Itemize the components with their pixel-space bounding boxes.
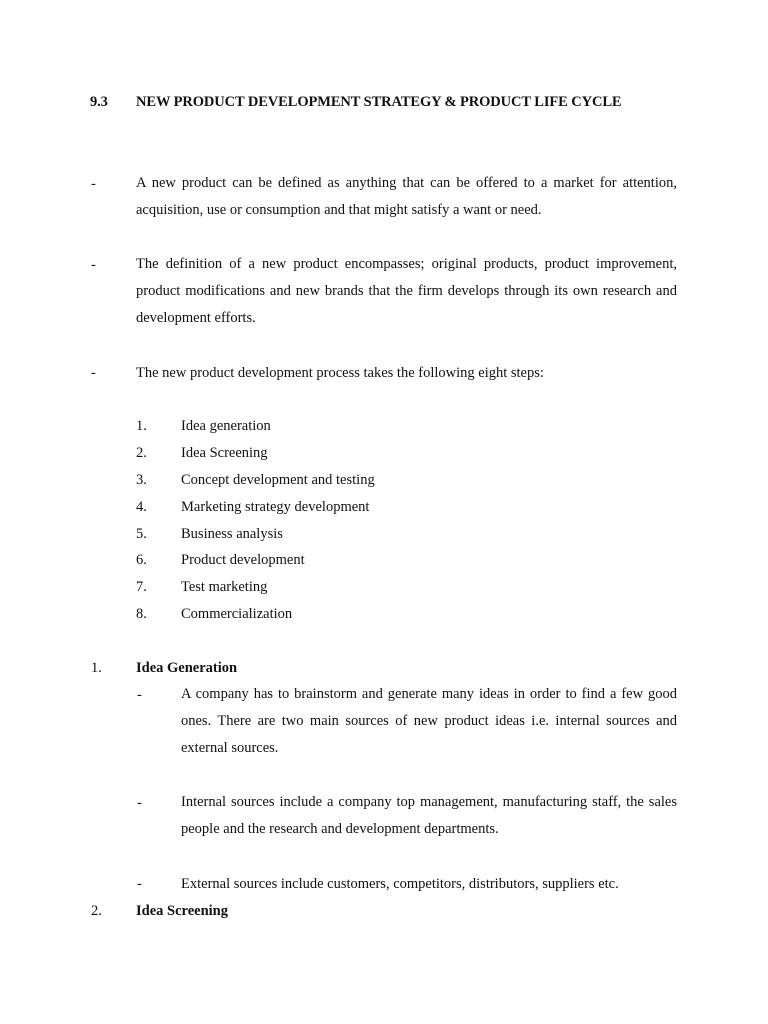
section-title: NEW PRODUCT DEVELOPMENT STRATEGY & PRODUCT LIFE CYCLE — [136, 94, 622, 110]
step-number: 5. — [136, 526, 147, 542]
subsection-number: 2. — [91, 903, 102, 919]
bullet-marker: - — [91, 365, 96, 381]
bullet-paragraph: The new product development process takes the following eight steps: — [136, 365, 544, 381]
point-paragraph: A company has to brainstorm and generate many ideas in order to find a few good ones. There are two main sources of new product ideas i.e. internal sources and external sources. — [181, 686, 677, 756]
step-label: Idea Screening — [181, 445, 268, 461]
point-paragraph: External sources include customers, competitors, distributors, suppliers etc. — [181, 876, 619, 892]
step-label: Product development — [181, 552, 305, 568]
step-number: 7. — [136, 579, 147, 595]
step-label: Concept development and testing — [181, 472, 375, 488]
step-label: Idea generation — [181, 418, 271, 434]
subsection-title: Idea Screening — [136, 903, 228, 919]
subsection-title: Idea Generation — [136, 660, 238, 676]
point-marker: - — [137, 687, 142, 703]
point-marker: - — [137, 795, 142, 811]
step-label: Business analysis — [181, 526, 283, 542]
bullet-paragraph: A new product can be defined as anything that can be offered to a market for attention, acquisition, use or consumption and that might satisfy a want or need. — [136, 175, 677, 218]
section-number: 9.3 — [90, 94, 108, 110]
bullet-marker: - — [91, 176, 96, 192]
point-marker: - — [137, 876, 142, 892]
step-number: 6. — [136, 552, 147, 568]
point-paragraph: Internal sources include a company top management, manufacturing staff, the sales people and the research and development departments. — [181, 794, 677, 837]
step-label: Test marketing — [181, 579, 268, 595]
step-number: 3. — [136, 472, 147, 488]
step-label: Marketing strategy development — [181, 499, 370, 515]
bullet-marker: - — [91, 257, 96, 273]
step-number: 1. — [136, 418, 147, 434]
bullet-paragraph: The definition of a new product encompasses; original products, product improvement, product modifications and new brands that the firm develops through its own research and development efforts. — [136, 256, 677, 326]
step-number: 2. — [136, 445, 147, 461]
step-number: 8. — [136, 606, 147, 622]
step-number: 4. — [136, 499, 147, 515]
step-label: Commercialization — [181, 606, 293, 622]
subsection-number: 1. — [91, 660, 102, 676]
